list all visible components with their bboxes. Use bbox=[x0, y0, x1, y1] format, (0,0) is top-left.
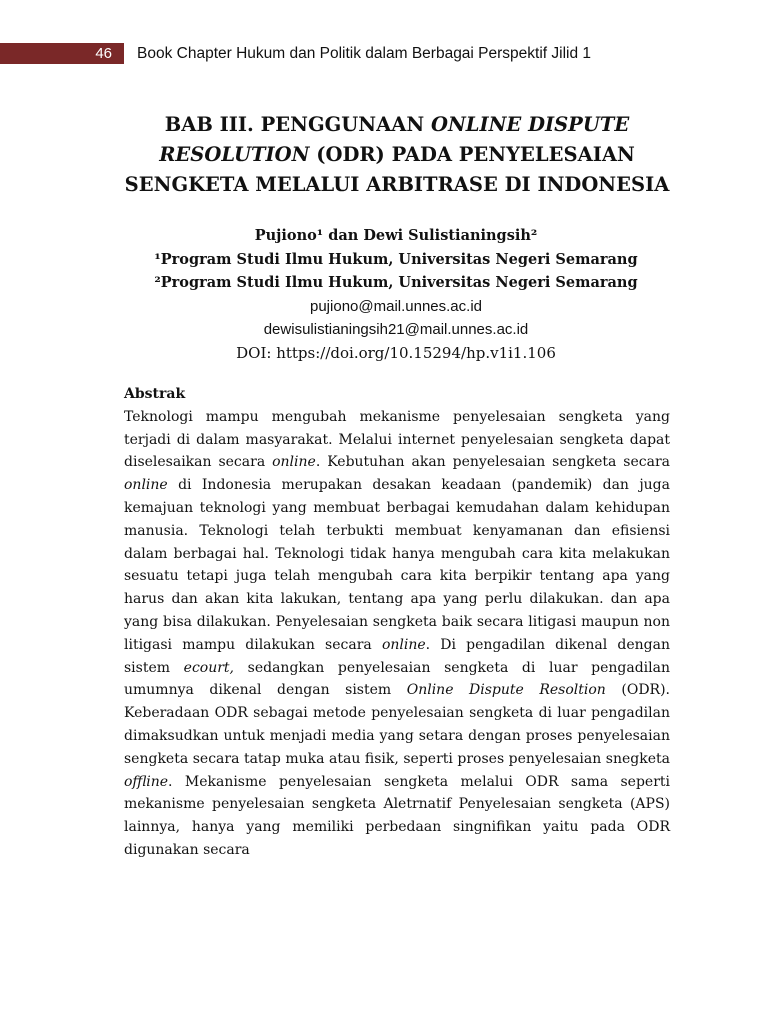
abstract-text: . Kebutuhan akan penyelesaian sengketa secara bbox=[315, 454, 670, 471]
page-header bbox=[0, 43, 768, 65]
running-title: Book Chapter Hukum dan Politik dalam Berbagai Perspektif Jilid 1 bbox=[137, 45, 592, 62]
affiliation-2: ²Program Studi Ilmu Hukum, Universitas Negeri Semarang bbox=[154, 274, 638, 291]
author-names: Pujiono¹ dan Dewi Sulistianingsih² bbox=[254, 227, 538, 244]
author-block bbox=[84, 224, 708, 365]
chapter-title-part2: (ODR) PADA PENYELESAIAN SENGKETA MELALUI ARBITRASE DI INDONESIA bbox=[124, 143, 670, 196]
page-number: 46 bbox=[0, 43, 124, 64]
abstract-italic-term: online bbox=[381, 636, 426, 653]
abstract-heading: Abstrak bbox=[124, 386, 186, 402]
abstract-italic-term: Online Dispute Resoltion bbox=[406, 682, 606, 699]
doi: DOI: https://doi.org/10.15294/hp.v1i1.106 bbox=[236, 343, 556, 362]
abstract-section bbox=[124, 383, 670, 862]
abstract-text: Teknologi mampu mengubah mekanisme penyelesaian sengketa yang terjadi di dalam masyarakat. Melalui internet penyelesaian sengketa dapat diselesaikan secara bbox=[124, 408, 670, 471]
abstract-text: (ODR). Keberadaan ODR sebagai metode penyelesaian sengketa di luar pengadilan dimaksudkan untuk menjadi media yang setara dengan proses penyelesaian sengketa secara tatap muka atau fisik, seperti proses penyelesaian snegketa bbox=[124, 682, 670, 767]
chapter-title-part1: BAB III. PENGGUNAAN bbox=[164, 113, 431, 136]
chapter-title bbox=[110, 110, 684, 200]
email-1: pujiono@mail.unnes.ac.id bbox=[310, 297, 482, 315]
abstract-text: . Mekanisme penyelesaian sengketa melalui ODR sama seperti mekanisme penyelesaian sengketa Aletrnatif Penyelesaian sengketa (APS) lainnya, hanya yang memiliki perbedaan singnifikan yaitu pada ODR digunakan secara bbox=[124, 773, 670, 858]
abstract-text: sedangkan penyelesaian sengketa di luar pengadilan umumnya dikenal dengan sistem bbox=[124, 659, 670, 699]
email-2: dewisulistianingsih21@mail.unnes.ac.id bbox=[263, 321, 529, 338]
abstract-italic-term: online bbox=[124, 477, 168, 494]
abstract-italic-term: offline bbox=[124, 773, 169, 790]
abstract-italic-term: ecourt, bbox=[183, 659, 235, 676]
abstract-text: di Indonesia merupakan desakan keadaan (pandemik) dan juga kemajuan teknologi yang membuat berbagai kemudahan dalam kehidupan manusia. Teknologi telah terbukti membuat kenyamanan dan efisiensi dalam berbagai hal. Teknologi tidak hanya mengubah cara kita melakukan sesuatu tetapi juga telah mengubah cara kita berpikir tentang apa yang harus dan akan kita lakukan, tentang apa yang perlu dilakukan. dan apa yang bisa dilakukan. Penyelesaian sengketa baik secara litigasi maupun non litigasi mampu dilakukan secara bbox=[124, 477, 670, 653]
chapter-title-italic: ONLINE DISPUTE RESOLUTION bbox=[159, 113, 630, 166]
affiliation-1: ¹Program Studi Ilmu Hukum, Universitas Negeri Semarang bbox=[154, 250, 638, 268]
abstract-body bbox=[124, 406, 670, 862]
abstract-italic-term: online bbox=[272, 454, 316, 471]
abstract-text: . Di pengadilan dikenal dengan sistem bbox=[124, 636, 670, 676]
